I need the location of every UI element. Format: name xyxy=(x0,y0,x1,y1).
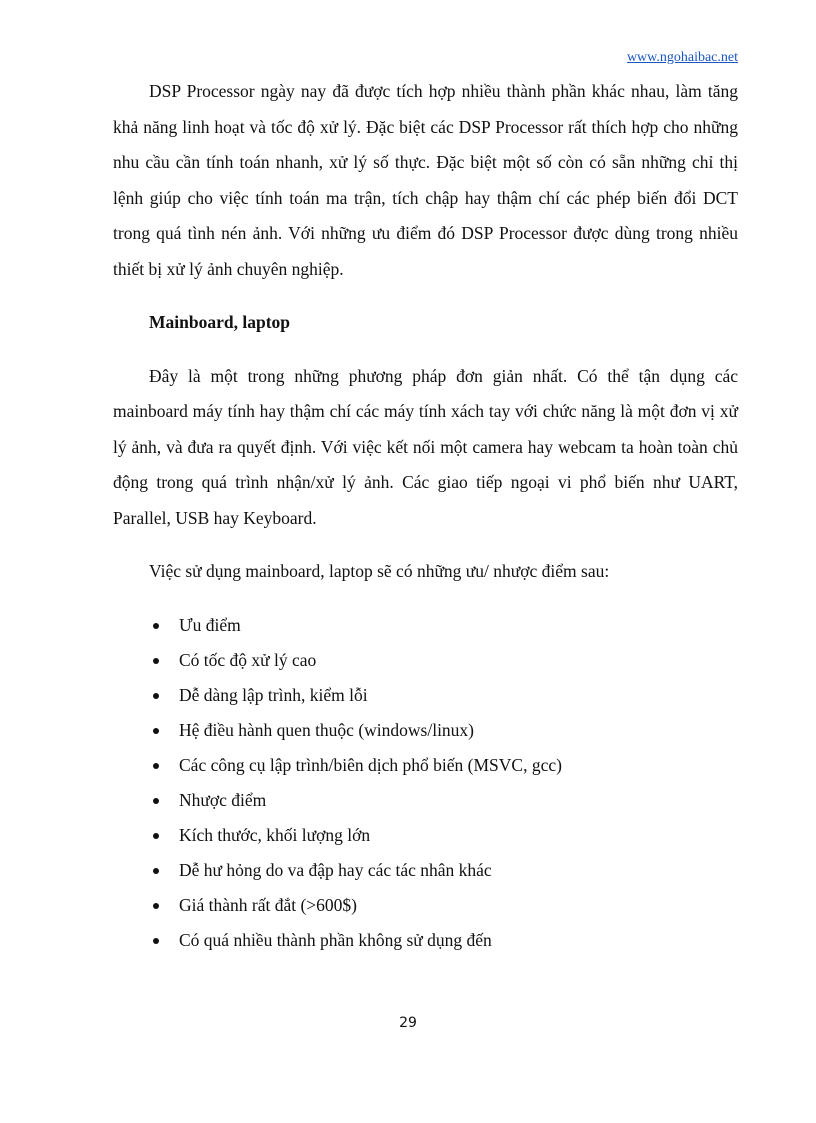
page-content xyxy=(113,74,738,958)
bullet-icon xyxy=(153,938,159,944)
bullet-list xyxy=(113,608,738,958)
list-item: Giá thành rất đắt (>600$) xyxy=(113,888,738,923)
paragraph-dsp: DSP Processor ngày nay đã được tích hợp nhiều thành phần khác nhau, làm tăng khả năng linh hoạt và tốc độ xử lý. Đặc biệt các DSP Processor rất thích hợp cho những nhu cầu cần tính toán nhanh, xử lý số thực. Đặc biệt một số còn có sẵn những chỉ thị lệnh giúp cho việc tính toán ma trận, tích chập hay thậm chí các phép biến đổi DCT trong quá tình nén ảnh. Với những ưu điểm đó DSP Processor được dùng trong nhiều thiết bị xử lý ảnh chuyên nghiệp. xyxy=(113,81,738,279)
list-item: Nhược điểm xyxy=(113,783,738,818)
bullet-icon xyxy=(153,868,159,874)
bullet-icon xyxy=(153,658,159,664)
website-link[interactable]: www.ngohaibac.net xyxy=(626,50,738,65)
page-number: 29 xyxy=(399,1015,417,1031)
bullet-icon xyxy=(153,903,159,909)
list-item: Dễ hư hỏng do va đập hay các tác nhân khác xyxy=(113,853,738,888)
bullet-icon xyxy=(153,833,159,839)
bullet-icon xyxy=(153,728,159,734)
list-item: Các công cụ lập trình/biên dịch phổ biến (MSVC, gcc) xyxy=(113,748,738,783)
list-item: Dễ dàng lập trình, kiểm lỗi xyxy=(113,678,738,713)
section-heading-mainboard: Mainboard, laptop xyxy=(149,312,290,332)
bullet-icon xyxy=(153,798,159,804)
paragraph-mainboard-intro: Đây là một trong những phương pháp đơn giản nhất. Có thể tận dụng các mainboard máy tính hay thậm chí các máy tính xách tay với chức năng là một đơn vị xử lý ảnh, và đưa ra quyết định. Với việc kết nối một camera hay webcam ta hoàn toàn chủ động trong quá trình nhận/xử lý ảnh. Các giao tiếp ngoại vi phổ biến như UART, Parallel, USB hay Keyboard. xyxy=(113,365,738,528)
bullet-icon xyxy=(153,693,159,699)
list-item: Ưu điểm xyxy=(113,608,738,643)
paragraph-pros-cons-intro: Việc sử dụng mainboard, laptop sẽ có những ưu/ nhược điểm sau: xyxy=(149,561,610,581)
list-item: Hệ điều hành quen thuộc (windows/linux) xyxy=(113,713,738,748)
list-item: Kích thước, khối lượng lớn xyxy=(113,818,738,853)
list-item: Có tốc độ xử lý cao xyxy=(113,643,738,678)
bullet-icon xyxy=(153,623,159,629)
bullet-icon xyxy=(153,763,159,769)
list-item: Có quá nhiều thành phần không sử dụng đến xyxy=(113,923,738,958)
